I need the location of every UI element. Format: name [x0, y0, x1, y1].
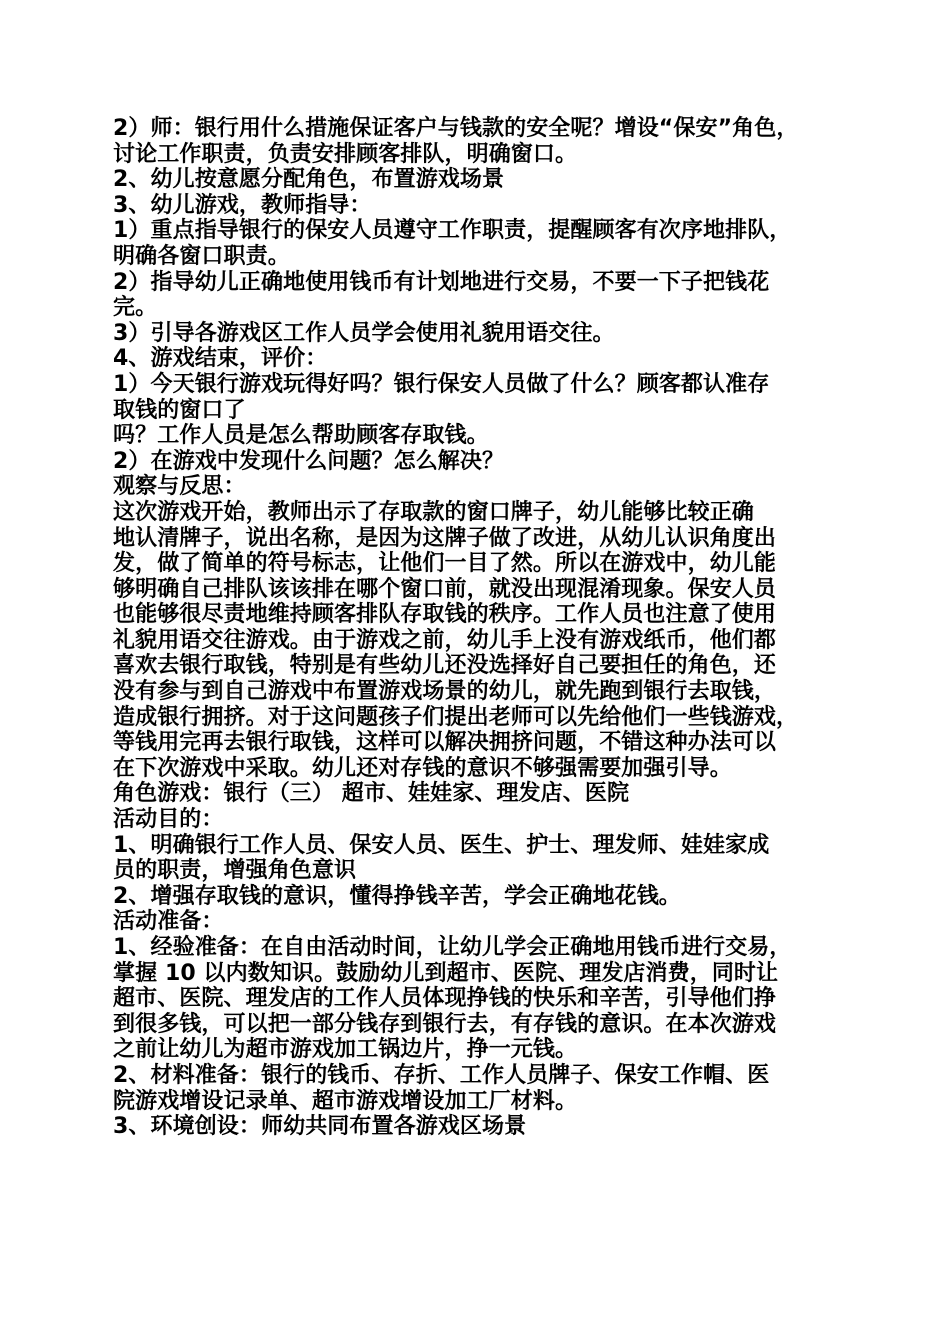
section-heading: 角色游戏：银行（三） 超市、娃娃家、理发店、医院	[113, 781, 630, 807]
text-line: 够明确自己排队该该排在哪个窗口前，就没出现混淆现象。保安人员	[113, 576, 777, 602]
text-line: 造成银行拥挤。对于这问题孩子们提出老师可以先给他们一些钱游戏，	[113, 704, 799, 730]
text-line: 完。	[113, 295, 158, 321]
text-line: 3、幼儿游戏，教师指导：	[113, 192, 372, 218]
text-line: 地认清牌子，说出名称，是因为这牌子做了改进，从幼儿认识角度出	[113, 525, 777, 551]
text-line: 也能够很尽责地维持顾客排队存取钱的秩序。工作人员也注意了使用	[113, 602, 777, 628]
text-line: 到很多钱，可以把一部分钱存到银行去，有存钱的意识。在本次游戏	[113, 1011, 777, 1037]
text-line: 取钱的窗口了	[113, 397, 246, 423]
text-line: 2、增强存取钱的意识，懂得挣钱辛苦，学会正确地花钱。	[113, 883, 681, 909]
text-line: 喜欢去银行取钱，特别是有些幼儿还没选择好自己要担任的角色，还	[113, 653, 777, 679]
text-line: 2）在游戏中发现什么问题？怎么解决？	[113, 448, 505, 474]
text-line: 1、经验准备：在自由活动时间，让幼儿学会正确地用钱币进行交易，	[113, 935, 792, 960]
section-heading: 活动目的：	[113, 807, 224, 833]
text-line: 1、明确银行工作人员、保安人员、医生、护士、理发师、娃娃家成	[113, 832, 770, 858]
text-line: 2、幼儿按意愿分配角色，布置游戏场景	[113, 167, 505, 193]
text-line: 2）指导幼儿正确地使用钱币有计划地进行交易，不要一下子把钱花	[113, 269, 770, 295]
text-line: 掌握 10 以内数知识。鼓励幼儿到超市、医院、理发店消费，同时让	[113, 960, 779, 986]
text-line: 3、环境创设：师幼共同布置各游戏区场景	[113, 1114, 527, 1140]
text-line: 礼貌用语交往游戏。由于游戏之前，幼儿手上没有游戏纸币，他们都	[113, 627, 777, 653]
section-heading: 活动准备：	[113, 909, 224, 935]
text-line: 2、材料准备：银行的钱币、存折、工作人员牌子、保安工作帽、医	[113, 1062, 770, 1088]
text-line: 这次游戏开始，教师出示了存取款的窗口牌子，幼儿能够比较正确	[113, 499, 754, 525]
document-body	[113, 116, 848, 1140]
text-line: 员的职责，增强角色意识	[113, 858, 357, 884]
text-line: 明确各窗口职责。	[113, 243, 290, 269]
text-line: 1）今天银行游戏玩得好吗？银行保安人员做了什么？顾客都认准存	[113, 371, 770, 397]
text-line: 吗？工作人员是怎么帮助顾客存取钱。	[113, 423, 489, 449]
text-line: 讨论工作职责，负责安排顾客排队，明确窗口。	[113, 141, 578, 167]
text-line: 没有参与到自己游戏中布置游戏场景的幼儿，就先跑到银行去取钱，	[113, 679, 777, 705]
section-heading: 观察与反思：	[113, 474, 246, 500]
text-line: 2）师：银行用什么措施保证客户与钱款的安全呢？增设“保安”角色，	[113, 116, 799, 141]
text-line: 超市、医院、理发店的工作人员体现挣钱的快乐和辛苦，引导他们挣	[113, 986, 777, 1012]
text-line: 之前让幼儿为超市游戏加工锅边片，挣一元钱。	[113, 1037, 578, 1063]
text-line: 发，做了简单的符号标志，让他们一目了然。所以在游戏中，幼儿能	[113, 551, 777, 577]
text-line: 院游戏增设记录单、超市游戏增设加工厂材料。	[113, 1088, 578, 1114]
text-line: 1）重点指导银行的保安人员遵守工作职责，提醒顾客有次序地排队，	[113, 218, 792, 244]
text-line: 3）引导各游戏区工作人员学会使用礼貌用语交往。	[113, 320, 615, 346]
text-line: 4、游戏结束，评价：	[113, 346, 328, 372]
text-line: 在下次游戏中采取。幼儿还对存钱的意识不够强需要加强引导。	[113, 755, 732, 781]
text-line: 等钱用完再去银行取钱，这样可以解决拥挤问题，不错这种办法可以	[113, 730, 777, 756]
